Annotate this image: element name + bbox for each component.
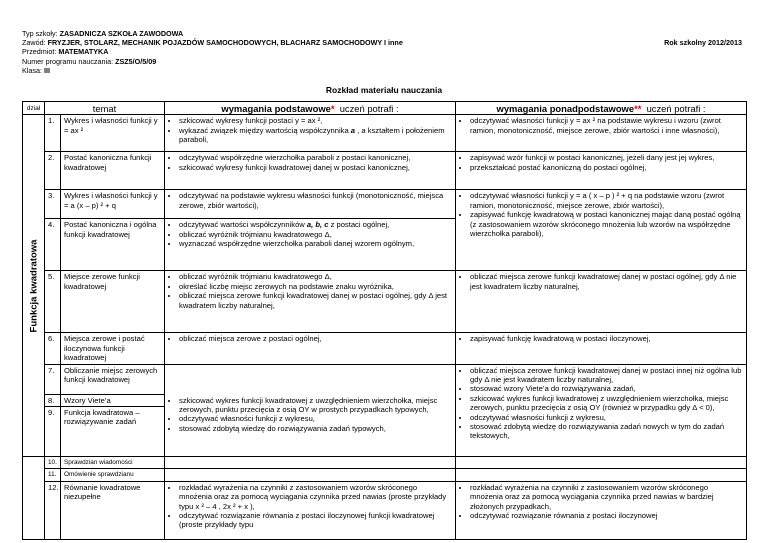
advanced-item: • stosować zdobytą wiedzę do rozwiązywania zadań nowych w tym do zadań tekstowych, — [470, 422, 743, 441]
table-row — [23, 190, 747, 219]
topic-text: Wzory Viete’a — [61, 394, 165, 406]
basic-item: • wyznaczać współrzędne wierzchołka paraboli danej wzorem ogólnym, — [179, 239, 452, 248]
basic-item: • określać liczbę miejsc zerowych na podstawie znaku wyróżnika, — [179, 282, 452, 291]
table-row — [23, 364, 747, 394]
table-row — [23, 469, 747, 481]
row-number: 5. — [45, 271, 61, 333]
basic-item: • obliczać miejsca zerowe funkcji kwadratowej danej w postaci ogólnej, gdy Δ jest kwadratem liczby naturalnej, — [179, 291, 452, 310]
basic-cell — [165, 219, 456, 271]
advanced-cell — [456, 271, 747, 333]
advanced-cell — [456, 469, 747, 481]
table-row — [23, 115, 747, 152]
basic-item: • szkicować wykres funkcji kwadratowej z uwzględnieniem wierzchołka, miejsc zerowych, punktu przecięcia z osią OY w prostych przypadkach typowych, — [179, 396, 452, 415]
topic-text: Miejsca zerowe i postać iloczynowa funkcji kwadratowej — [61, 333, 165, 364]
basic-item: • odczytywać rozwiązanie równania z postaci iloczynowej funkcji kwadratowej (proste przykłady typu — [179, 511, 452, 530]
basic-cell — [165, 364, 456, 456]
row-number: 7. — [45, 364, 61, 394]
curriculum-table — [22, 101, 747, 540]
section-label: Funkcja kwadratowa — [27, 239, 39, 333]
basic-item: • szkicować wykresy funkcji postaci y = ax ², — [179, 116, 452, 125]
topic-text: Obliczanie miejsc zerowych funkcji kwadratowej — [61, 364, 165, 394]
table-row — [23, 333, 747, 364]
topic-text: Sprawdzian wiadomości — [61, 457, 165, 469]
basic-item: • wykazać związek między wartością współczynnika a , a kształtem i położeniem paraboli, — [179, 126, 452, 145]
topic-text: Postać kanoniczna funkcji kwadratowej — [61, 152, 165, 190]
advanced-cell — [456, 457, 747, 469]
col-basic-header: wymagania podstawowe* uczeń potrafi : — [165, 102, 456, 115]
row-number: 6. — [45, 333, 61, 364]
advanced-item: • rozkładać wyrażenia na czynniki z zastosowaniem wzorów skróconego mnożenia oraz za pomocą wyciągania czynnika przed nawias w bardziej złożonych przypadkach, — [470, 483, 743, 511]
document-header — [22, 29, 742, 75]
subject: Przedmiot: MATEMATYKA — [22, 47, 109, 57]
row-number: 2. — [45, 152, 61, 190]
topic-text: Równanie kwadratowe niezupełne — [61, 481, 165, 539]
topic-text: Funkcja kwadratowa – rozwiązywanie zadań — [61, 407, 165, 457]
school-year: Rok szkolny 2012/2013 — [664, 38, 742, 47]
basic-item: • szkicować wykresy funkcji kwadratowej danej w postaci kanonicznej, — [179, 163, 452, 172]
basic-cell — [165, 333, 456, 364]
advanced-item: • zapisywać funkcję kwadratową w postaci iloczynowej, — [470, 334, 743, 343]
advanced-cell — [456, 190, 747, 271]
basic-item: • obliczać wyróżnik trójmianu kwadratowego Δ, — [179, 272, 452, 281]
col-topic-header: temat — [45, 102, 165, 115]
advanced-item: • stosować wzory Viete’a do rozwiązywania zadań, — [470, 384, 743, 393]
basic-item: • odczytywać własności funkcji z wykresu, — [179, 414, 452, 423]
row-number: 3. — [45, 190, 61, 219]
advanced-item: • zapisywać wzór funkcji w postaci kanonicznej, jeżeli dany jest jej wykres, — [470, 153, 743, 162]
advanced-item: • obliczać miejsca zerowe funkcji kwadratowej danej w postaci ogólnej, gdy Δ nie jest kwadratem liczby naturalnej, — [470, 272, 743, 291]
basic-item: • odczytywać współrzędne wierzchołka paraboli z postaci kanonicznej, — [179, 153, 452, 162]
advanced-cell — [456, 333, 747, 364]
topic-text: Miejsce zerowe funkcji kwadratowej — [61, 271, 165, 333]
topic-text: Omówienie sprawdzianu — [61, 469, 165, 481]
row-number: 11. — [45, 469, 61, 481]
program-number: Numer programu nauczania: ZSZ5/O/5/09 — [22, 56, 157, 66]
row-number: 4. — [45, 219, 61, 271]
section-label-cell — [23, 115, 45, 457]
advanced-item: • zapisywać funkcję kwadratową w postaci kanonicznej mając daną postać ogólną (z zastosowaniem wzorów skróconego mnożenia lub wzorów na współrzędne wierzchołka paraboli), — [470, 210, 743, 238]
advanced-cell — [456, 115, 747, 152]
topic-text: Wykres i własności funkcji y = ax ² — [61, 115, 165, 152]
table-row — [23, 271, 747, 333]
basic-item: • rozkładać wyrażenia na czynniki z zastosowaniem wzorów skróconego mnożenia oraz za pomocą wyciągania czynnika przed nawias (proste przykłady typu x ² – 4 , 2x ² + x ), — [179, 483, 452, 511]
table-row — [23, 152, 747, 190]
trade: Zawód: FRYZJER, STOLARZ, MECHANIK POJAZDÓW SAMOCHODOWYCH, BLACHARZ SAMOCHODOWY I inne — [22, 38, 403, 48]
page-title: Rozkład materiału nauczania — [325, 85, 443, 95]
basic-cell — [165, 152, 456, 190]
basic-cell — [165, 271, 456, 333]
row-number: 9. — [45, 407, 61, 457]
advanced-item: • odczytywać własności funkcji y = a ( x – p ) ² + q na podstawie wzoru (zwrot ramion, monotoniczność, miejsce zerowe, zbiór wartości), — [470, 191, 743, 210]
col-advanced-header: wymagania ponadpodstawowe** uczeń potrafi : — [456, 102, 747, 115]
basic-item: • odczytywać wartości współczynników a, b, c z postaci ogólnej, — [179, 220, 452, 229]
basic-item: • obliczać miejsca zerowe z postaci ogólnej, — [179, 334, 452, 343]
school-type: Typ szkoły: ZASADNICZA SZKOŁA ZAWODOWA — [22, 29, 184, 38]
row-number: 1. — [45, 115, 61, 152]
table-header-row — [23, 102, 747, 115]
basic-cell — [165, 457, 456, 469]
advanced-item: • przekształcać postać kanoniczną do postaci ogólnej, — [470, 163, 743, 172]
topic-text: Wykres i własności funkcji y = a (x – p) ² + q — [61, 190, 165, 219]
basic-cell — [165, 115, 456, 152]
basic-cell — [165, 469, 456, 481]
basic-item: • odczytywać na podstawie wykresu własności funkcji (monotoniczność, miejsca zerowe, zbiór wartości), — [179, 191, 452, 210]
advanced-item: • odczytywać własności funkcji z wykresu, — [470, 413, 743, 422]
col-section-header: dział — [23, 102, 45, 115]
basic-item: • obliczać wyróżnik trójmianu kwadratowego Δ, — [179, 230, 452, 239]
advanced-item: • odczytywać własności funkcji y = ax ² na podstawie wykresu i wzoru (zwrot ramion, monotoniczność, miejsce zerowe, zbiór wartości i inne własności), — [470, 116, 743, 135]
row-number: 8. — [45, 394, 61, 406]
table-row — [23, 457, 747, 469]
advanced-cell — [456, 152, 747, 190]
advanced-item: • obliczać miejsca zerowe funkcji kwadratowej danej w postaci innej niż ogólna lub gdy Δ nie jest kwadratem liczby naturalnej, — [470, 366, 743, 385]
row-number: 12. — [45, 481, 61, 539]
advanced-cell — [456, 364, 747, 456]
class: Klasa: III — [22, 65, 50, 75]
row-number: 10. — [45, 457, 61, 469]
section-label-cell — [23, 457, 45, 540]
topic-text: Postać kanoniczna i ogólna funkcji kwadratowej — [61, 219, 165, 271]
table-row — [23, 481, 747, 539]
advanced-item: • szkicować wykres funkcji kwadratowej z uwzględnieniem wierzchołka, miejsc zerowych, punktu przecięcia z osią OY (również w przypadku gdy Δ < 0), — [470, 394, 743, 413]
basic-cell — [165, 190, 456, 219]
advanced-item: • odczytywać rozwiązanie równania z postaci iloczynowej — [470, 511, 743, 520]
basic-cell — [165, 481, 456, 539]
advanced-cell — [456, 481, 747, 539]
basic-item: • stosować zdobytą wiedzę do rozwiązywania zadań typowych, — [179, 424, 452, 433]
